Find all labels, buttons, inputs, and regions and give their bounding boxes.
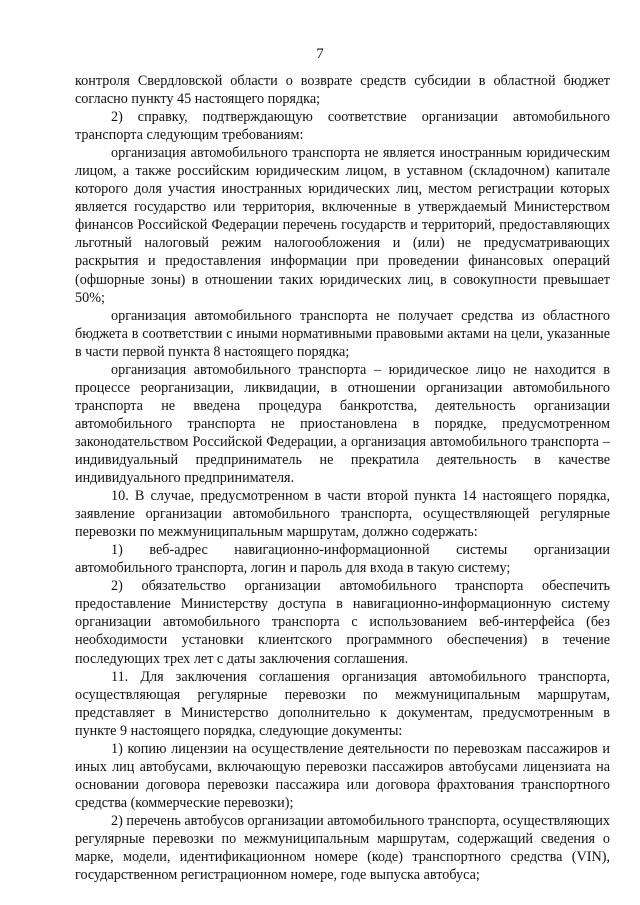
paragraph-point-10-item-1: 1) веб-адрес навигационно-информационной системы организации автомобильного транспорта, логин и пароль для входа в такую систему;: [75, 542, 610, 577]
page-number: 7: [316, 46, 324, 62]
paragraph-item-2-certificate: 2) справку, подтверждающую соответствие организации автомобильного транспорта следующим требованиям:: [75, 109, 610, 144]
paragraph-point-10-item-2: 2) обязательство организации автомобильного транспорта обеспечить предоставление Министерству доступа в навигационно-информационную систему организации автомобильного транспорта с использованием веб-интерфейса (без необходимости установки клиентского программного обеспечения) в течение последующих трех лет с даты заключения соглашения.: [75, 578, 610, 667]
paragraph-requirement-not-foreign: организация автомобильного транспорта не является иностранным юридическим лицом, а также российским юридическим лицом, в уставном (складочном) капитале которого доля участия иностранных юридических лиц, местом регистрации которых является государство или территория, включенные в утверждаемый Министерством финансов Российской Федерации перечень государств и территорий, предоставляющих льготный налоговый режим налогообложения и (или) не предусматривающих раскрытия и предоставления информации при проведении финансовых операций (офшорные зоны) в отношении таких юридических лиц, в совокупности превышает 50%;: [75, 145, 610, 306]
paragraph-requirement-no-other-funds: организация автомобильного транспорта не получает средства из областного бюджета в соответствии с иными нормативными правовыми актами на цели, указанные в части первой пункта 8 настоящего порядка;: [75, 307, 610, 360]
paragraph-point-10: 10. В случае, предусмотренном в части второй пункта 14 настоящего порядка, заявление организации автомобильного транспорта, осуществляющей регулярные перевозки по межмуниципальным маршрутам, должно содержать:: [75, 488, 610, 541]
body-text: [75, 72, 610, 884]
paragraph-continuation: контроля Свердловской области о возврате средств субсидии в областной бюджет согласно пункту 45 настоящего порядка;: [75, 73, 610, 108]
paragraph-point-11-item-2: 2) перечень автобусов организации автомобильного транспорта, осуществляющих регулярные перевозки по межмуниципальным маршрутам, содержащий сведения о марке, модели, идентификационном номере (коде) транспортного средства (VIN), государственном регистрационном номере, годе выпуска автобуса;: [75, 812, 610, 884]
paragraph-point-11: 11. Для заключения соглашения организация автомобильного транспорта, осуществляющая регулярные перевозки по межмуниципальным маршрутам, представляет в Министерство дополнительно к документам, предусмотренным в пункте 9 настоящего порядка, следующие документы:: [75, 668, 610, 739]
paragraph-point-11-item-1: 1) копию лицензии на осуществление деятельности по перевозкам пассажиров и иных лиц автобусами, включающую перевозки пассажиров автобусами лицензиата на основании договора перевозки пассажира или договора фрахтования транспортного средства (коммерческие перевозки);: [75, 740, 610, 811]
paragraph-requirement-not-reorganized: организация автомобильного транспорта – юридическое лицо не находится в процессе реорганизации, ликвидации, в отношении организации автомобильного транспорта не введена процедура банкротства, деятельность организации автомобильного транспорта не приостановлена в порядке, предусмотренном законодательством Российской Федерации, а организация автомобильного транспорта – индивидуальный предприниматель не прекратила деятельность в качестве индивидуального предпринимателя.: [75, 361, 610, 487]
